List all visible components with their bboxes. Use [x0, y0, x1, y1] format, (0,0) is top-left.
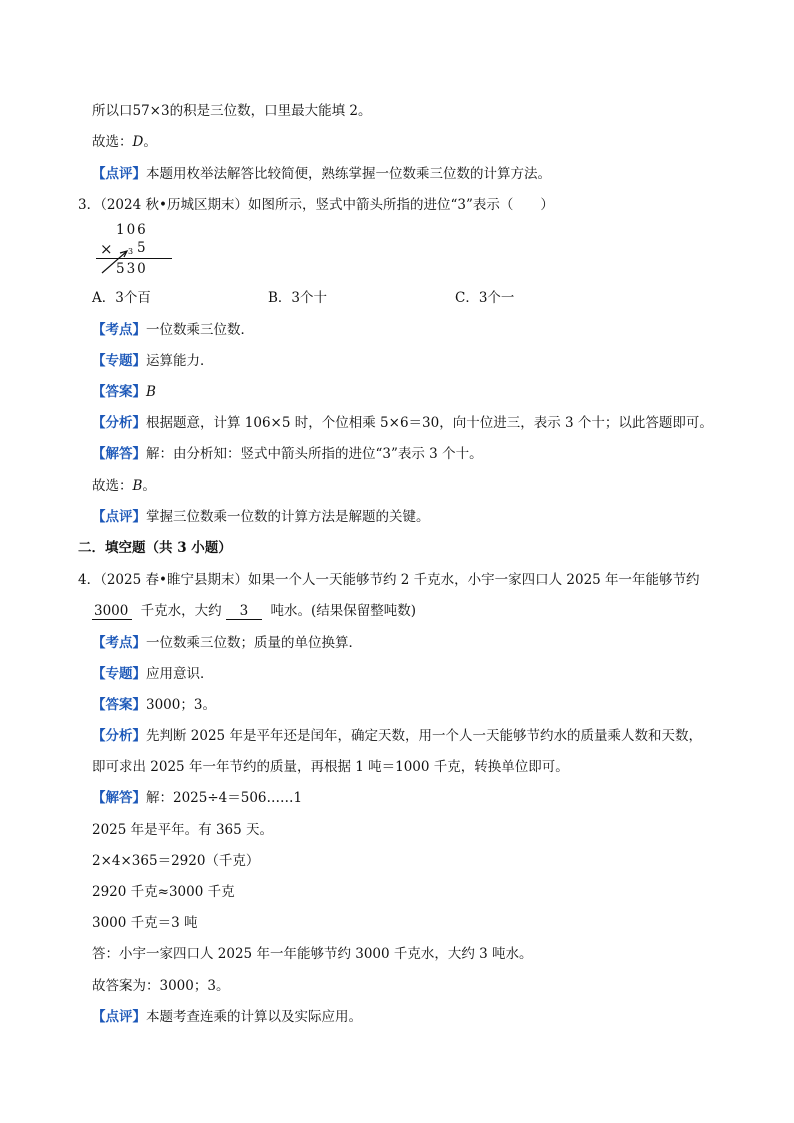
review-line	[92, 164, 551, 184]
zhuanti-tag: 【专题】	[92, 353, 146, 369]
fenxi-text: 先判断 2025 年是平年还是闰年，确定天数，用一个人一天能够节约水的质量乘人数和天数，	[146, 728, 702, 744]
zhuanti-line	[92, 351, 214, 371]
dianping-line	[92, 1007, 362, 1027]
blank-text-1: 千克水，大约	[140, 603, 222, 619]
answer-line	[92, 132, 157, 152]
fenxi-line	[92, 413, 713, 433]
section-heading: 二．填空题（共 3 小题）	[78, 540, 232, 556]
choice-tail: 。	[143, 134, 157, 150]
multiplicand: 106	[116, 222, 148, 238]
daan-tag: 【答案】	[92, 384, 146, 400]
dianping-tag: 【点评】	[92, 509, 146, 525]
jieda-text: 解：由分析知：竖式中箭头所指的进位“3”表示 3 个十。	[146, 446, 483, 462]
choice-tail: 。	[142, 478, 156, 494]
solution-step: 2025 年是平年。有 365 天。	[92, 822, 273, 838]
jieda-line	[92, 788, 302, 808]
solution-step: 2920 千克≈3000 千克	[92, 884, 235, 900]
kaodian-line	[92, 633, 362, 653]
dianping-text: 本题考查连乘的计算以及实际应用。	[146, 1009, 362, 1025]
daan-text: 3000；3。	[146, 697, 216, 713]
solution-step: 故答案为：3000；3。	[92, 978, 230, 994]
blank-2: 3	[226, 603, 262, 620]
jieda-tag: 【解答】	[92, 446, 146, 462]
daan-line	[92, 382, 156, 402]
multiply-sign: ×	[100, 240, 113, 258]
jieda-tag: 【解答】	[92, 790, 146, 806]
fenxi-text: 根据题意，计算 106×5 时，个位相乘 5×6＝30，向十位进三，表示 3 个十；以此答题即可。	[146, 415, 713, 431]
dianping-text: 掌握三位数乘一位数的计算方法是解题的关键。	[146, 509, 430, 525]
kaodian-text: 一位数乘三位数．	[146, 322, 254, 338]
dianping-tag: 【点评】	[92, 1009, 146, 1025]
multiplier: 5	[137, 240, 146, 256]
zhuanti-line	[92, 664, 214, 684]
choice-letter: D	[132, 134, 144, 150]
question-4-blanks	[92, 601, 416, 621]
fenxi-tag: 【分析】	[92, 728, 146, 744]
review-tag: 【点评】	[92, 166, 146, 182]
solution-step: 3000 千克＝3 吨	[92, 915, 198, 931]
daan-tag: 【答案】	[92, 697, 146, 713]
fenxi-line	[92, 726, 702, 746]
product: 530	[116, 261, 148, 277]
choice-prefix: 故选：	[92, 478, 133, 494]
review-text: 本题用枚举法解答比较简便，熟练掌握一位数乘三位数的计算方法。	[146, 166, 551, 182]
option-a: A．3个百	[92, 290, 151, 306]
vertical-calculation	[96, 222, 186, 280]
kaodian-text: 一位数乘三位数；质量的单位换算．	[146, 635, 362, 651]
text-line: 所以口57×3的积是三位数，口里最大能填 2。	[92, 103, 372, 119]
choice-line	[92, 476, 156, 496]
jieda-line	[92, 444, 483, 464]
option-b: B．3个十	[268, 290, 328, 306]
kaodian-tag: 【考点】	[92, 635, 146, 651]
jieda-text: 解：2025÷4＝506……1	[146, 790, 303, 806]
question-4-stem: 4．（2025 春•睢宁县期末）如果一个人一天能够节约 2 千克水，小宇一家四口人 2025 年一年能够节约	[78, 572, 700, 588]
zhuanti-text: 应用意识．	[146, 666, 214, 682]
choice-prefix: 故选：	[92, 134, 133, 150]
blank-text-2: 吨水。(结果保留整吨数)	[270, 603, 417, 619]
daan-text: B	[146, 384, 156, 400]
carry-digit: 3	[128, 247, 134, 256]
daan-line	[92, 695, 216, 715]
solution-step: 2×4×365＝2920（千克）	[92, 853, 260, 869]
fenxi-tag: 【分析】	[92, 415, 146, 431]
solution-step: 答：小宇一家四口人 2025 年一年能够节约 3000 千克水，大约 3 吨水。	[92, 946, 533, 962]
zhuanti-text: 运算能力．	[146, 353, 214, 369]
blank-1: 3000	[92, 603, 132, 620]
kaodian-tag: 【考点】	[92, 322, 146, 338]
fenxi-continued: 即可求出 2025 年一年节约的质量，再根据 1 吨＝1000 千克，转换单位即可。	[92, 759, 569, 775]
dianping-line	[92, 507, 430, 527]
choice-letter: B	[132, 478, 143, 494]
option-c: C．3个一	[455, 290, 515, 306]
zhuanti-tag: 【专题】	[92, 666, 146, 682]
kaodian-line	[92, 320, 254, 340]
question-3-stem: 3．（2024 秋•历城区期末）如图所示，竖式中箭头所指的进位“3”表示（ ）	[78, 197, 554, 213]
